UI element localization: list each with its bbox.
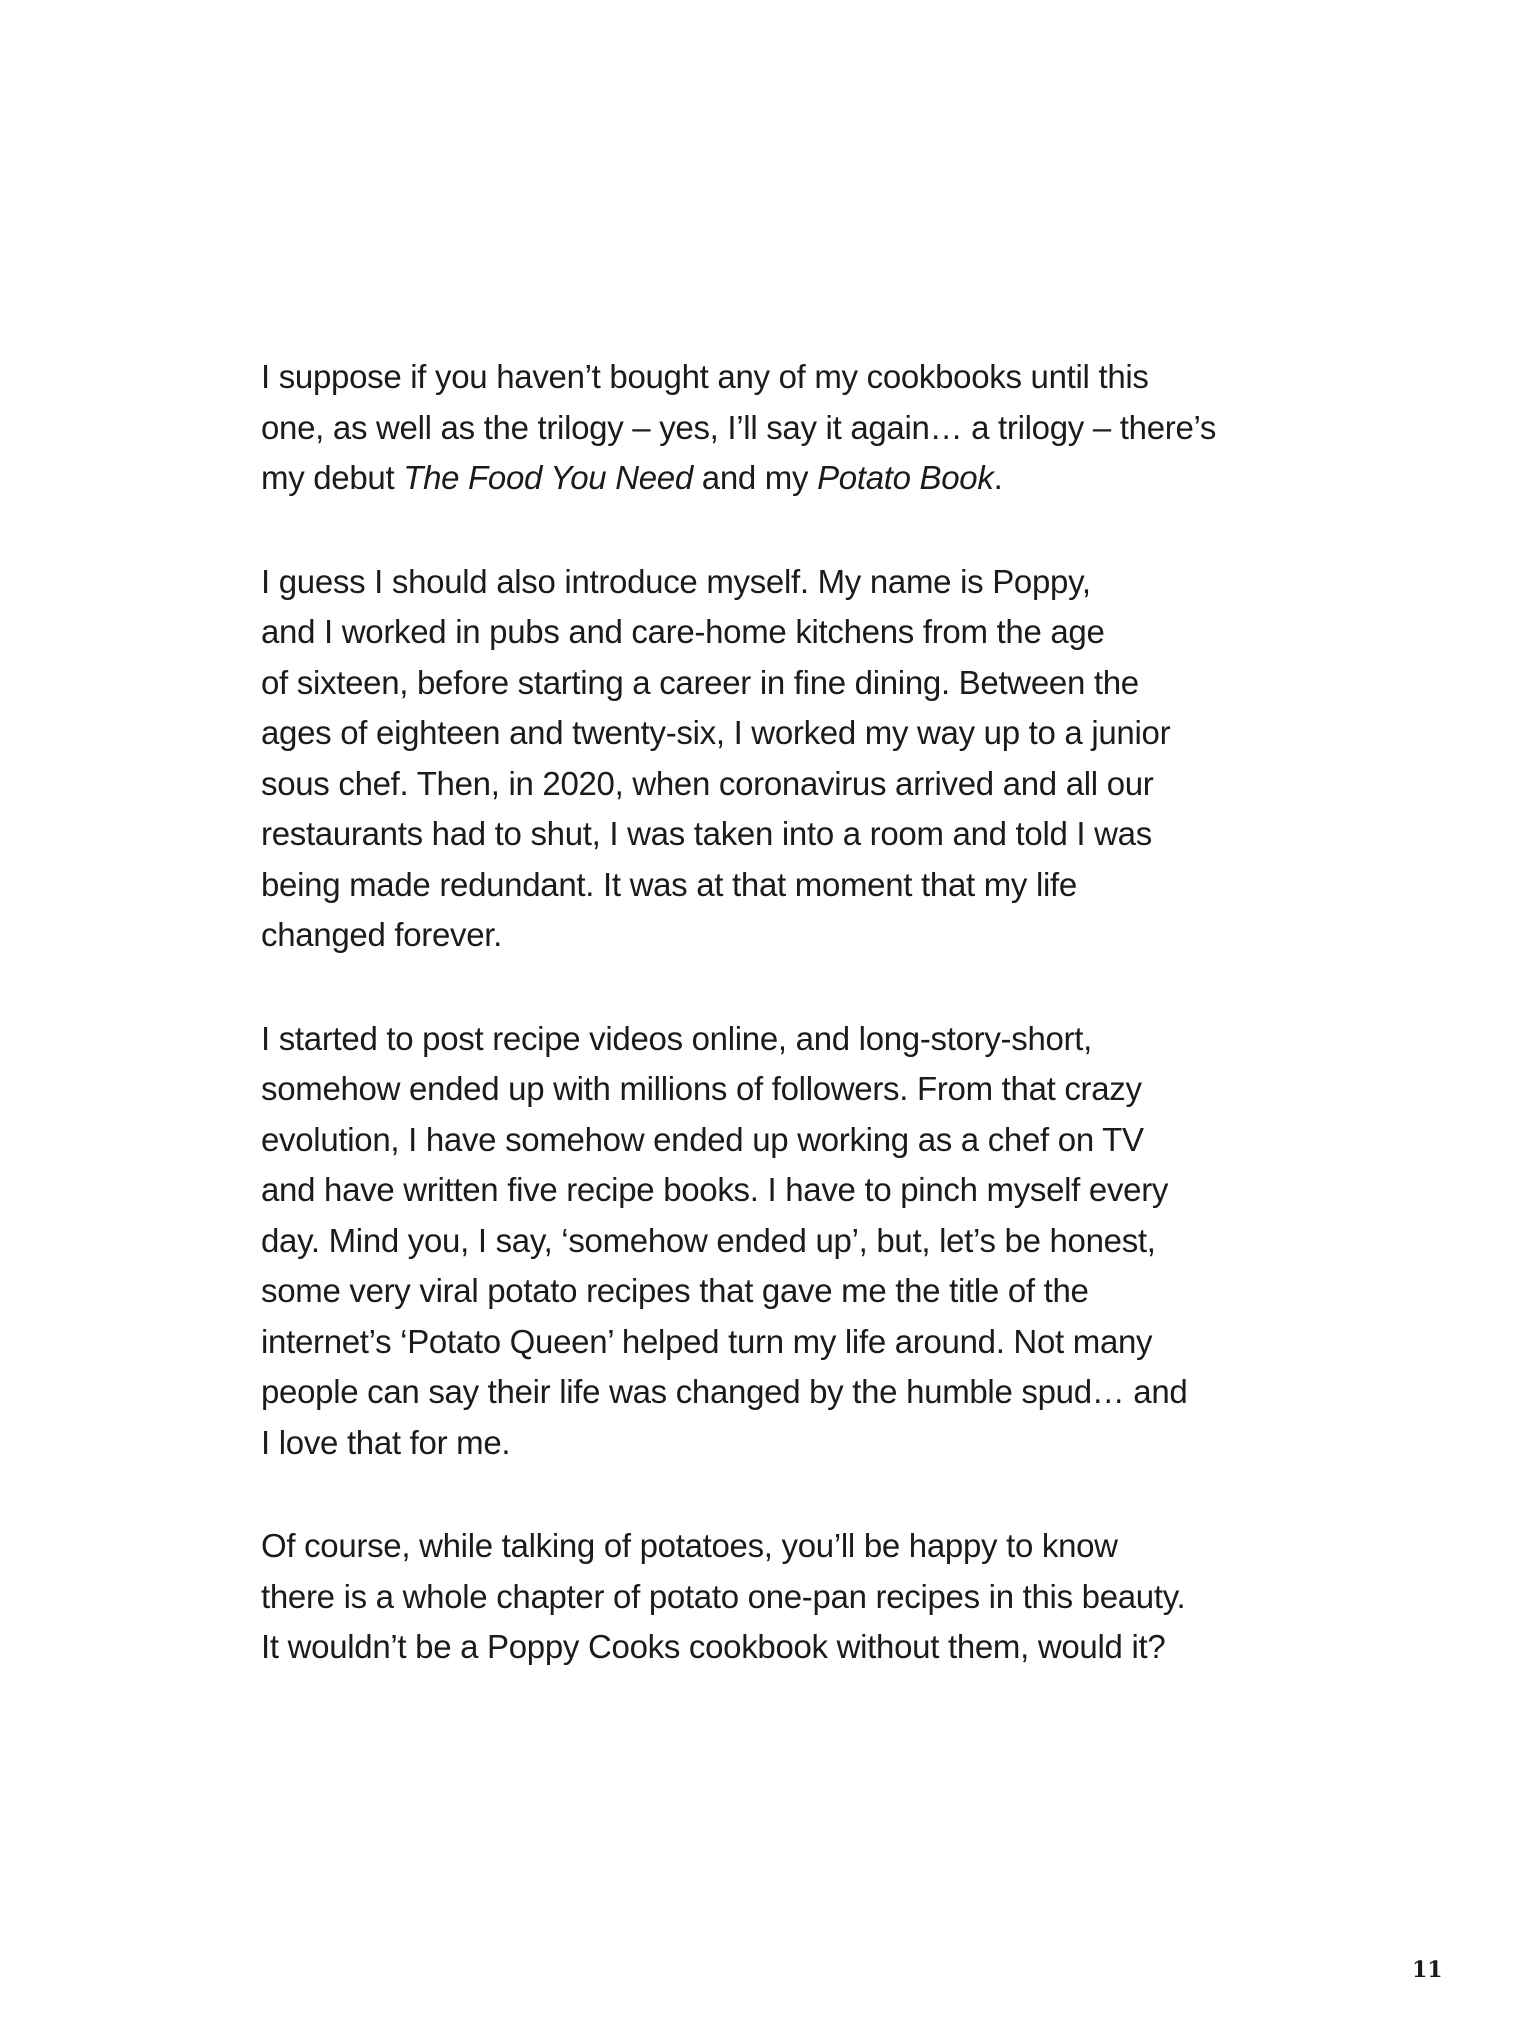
text-run: my debut [261,459,404,496]
text-line [261,658,1241,709]
text-run: there is a whole chapter of potato one-pan recipes in this beauty. [261,1577,1186,1615]
text-line [261,1014,1241,1065]
italic-title: The Food You Need [403,459,693,496]
body-text [261,352,1241,1726]
text-run: Of course, while talking of potatoes, you’ll be happy to know [261,1527,1118,1564]
text-line [261,1317,1241,1368]
text-run: being made redundant. It was at that moment that my life [261,865,1077,903]
text-run: restaurants had to shut, I was taken into a room and told I was [261,815,1152,852]
text-run: I guess I should also introduce myself. My name is Poppy, [261,562,1091,600]
text-line [261,453,1241,504]
page-number: 11 [1412,1957,1443,1983]
text-run: sous chef. Then, in 2020, when coronavirus arrived and all our [261,764,1154,802]
text-run: and my [692,459,818,496]
text-run: ages of eighteen and twenty-six, I worked my way up to a junior [261,714,1171,751]
text-line [261,1418,1241,1469]
text-line [261,607,1241,658]
text-line [261,1064,1241,1115]
text-line [261,1572,1241,1623]
text-run: one, as well as the trilogy – yes, I’ll say it again… a trilogy – there’s [261,408,1217,446]
text-run: and I worked in pubs and care-home kitchens from the age [261,613,1105,650]
text-line [261,352,1241,403]
text-run: . [993,459,1003,496]
text-run: It wouldn’t be a Poppy Cooks cookbook without them, would it? [261,1628,1166,1665]
text-line [261,708,1241,759]
text-line [261,860,1241,911]
text-run: and have written five recipe books. I have to pinch myself every [261,1171,1169,1208]
text-line [261,1266,1241,1317]
paragraph [261,557,1241,961]
text-run: changed forever. [261,916,503,953]
text-line [261,1115,1241,1166]
text-line [261,1216,1241,1267]
text-line [261,809,1241,860]
text-line [261,759,1241,810]
text-run: I started to post recipe videos online, and long-story-short, [261,1019,1092,1057]
text-run: I love that for me. [261,1423,511,1461]
paragraph [261,1521,1241,1673]
text-run: of sixteen, before starting a career in fine dining. Between the [261,663,1139,701]
text-run: day. Mind you, I say, ‘somehow ended up’, but, let’s be honest, [261,1221,1156,1259]
text-run: somehow ended up with millions of followers. From that crazy [261,1070,1142,1107]
text-line [261,557,1241,608]
text-line [261,1521,1241,1572]
text-line [261,1165,1241,1216]
paragraph [261,1014,1241,1469]
paragraph [261,352,1241,504]
text-run: evolution, I have somehow ended up working as a chef on TV [261,1120,1144,1158]
text-line [261,1622,1241,1673]
italic-title: Potato Book [817,459,994,496]
text-run: I suppose if you haven’t bought any of my cookbooks until this [261,358,1149,395]
text-run: some very viral potato recipes that gave me the title of the [261,1272,1089,1309]
text-run: internet’s ‘Potato Queen’ helped turn my life around. Not many [261,1322,1153,1360]
text-line [261,910,1241,961]
text-run: people can say their life was changed by the humble spud… and [261,1373,1188,1410]
text-line [261,403,1241,454]
text-line [261,1367,1241,1418]
